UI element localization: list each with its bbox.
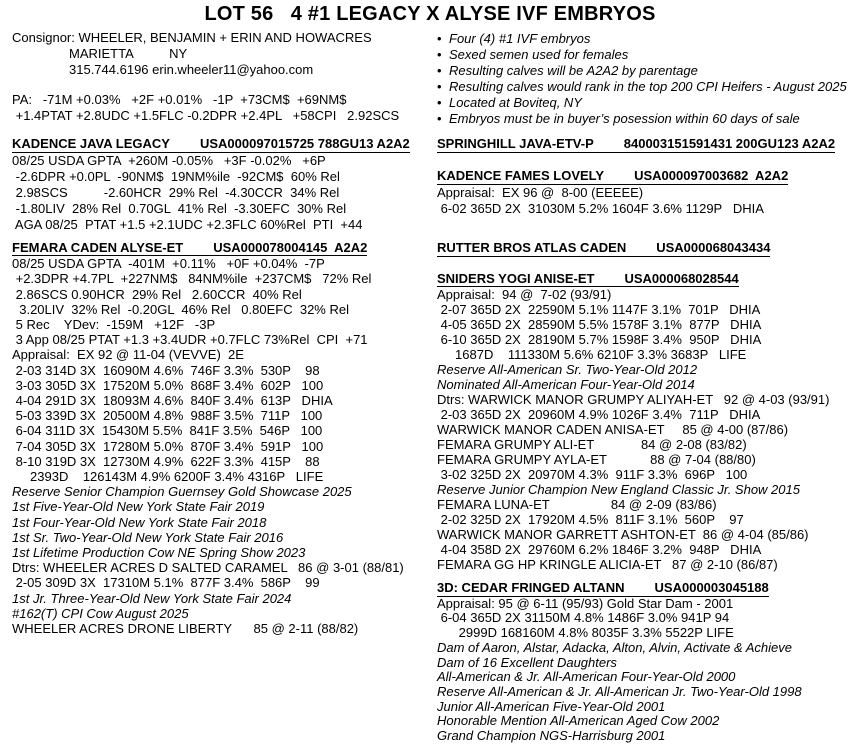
award-line: 1st Lifetime Production Cow NE Spring Show 2023 (12, 545, 306, 561)
gpta-line: 08/25 USDA GPTA +260M -0.05% +3F -0.02% +6P (12, 153, 326, 168)
note-text: Sexed semen used for females (449, 47, 629, 62)
award-line: #162(T) CPI Cow August 2025 (12, 605, 189, 621)
pa-line: PA: -71M +0.03% +2F +0.01% -1P +73CM$ +69NM$ (12, 92, 347, 107)
note-text: Four (4) #1 IVF embryos (449, 31, 591, 46)
lactation-record: 2-03 365D 2X 20960M 4.9% 1026F 3.4% 711P DHIA (437, 407, 761, 422)
note-item (437, 111, 847, 127)
award-line: 1st Jr. Three-Year-Old New York State Fair 2024 (12, 590, 292, 606)
gpta-line: -1.80LIV 28% Rel 0.70GL 41% Rel -3.30EFC 30% Rel (12, 201, 347, 216)
appraisal-line: Appraisal: EX 92 @ 11-04 (VEVVE) 2E (12, 347, 244, 363)
lactation-record: 3-02 325D 2X 20970M 4.3% 911F 3.3% 696P 100 (437, 467, 748, 482)
sire-of-dam-section (437, 136, 835, 153)
second-dam-section (437, 271, 829, 572)
animal-reg: 840003151591431 200GU123 A2A2 (623, 136, 836, 151)
award-line: Dam of Aaron, Alstar, Adacka, Alton, Alvin, Activate & Achieve (437, 639, 793, 655)
consignor-city-state: MARIETTA NY (69, 46, 188, 61)
animal-name: SPRINGHILL JAVA-ETV-P (437, 136, 594, 151)
lactation-record: 6-10 365D 2X 28190M 5.7% 1598F 3.4% 950P DHIA (437, 332, 762, 347)
gpta-line: 08/25 USDA GPTA -401M +0.11% +0F +0.04% -7P (12, 256, 325, 272)
daughter-line: FEMARA GG HP KRINGLE ALICIA-ET 87 @ 2-10 (86/87) (437, 557, 778, 572)
animal-header (12, 136, 410, 153)
sire-section (12, 136, 410, 233)
animal-header (12, 240, 367, 256)
gpta-line: 3.20LIV 32% Rel -0.20GL 46% Rel 0.80EFC 32% Rel (12, 301, 349, 317)
award-line: Reserve All-American & Jr. All-American Jr. Two-Year-Old 1998 (437, 683, 802, 699)
appraisal-line: Appraisal: 95 @ 6-11 (95/93) Gold Star Dam - 2001 (437, 595, 734, 611)
daughter-line: WARWICK MANOR CADEN ANISA-ET 85 @ 4-00 (87/86) (437, 422, 789, 437)
third-dam-section (437, 581, 802, 744)
animal-reg: USA000097015725 788GU13 A2A2 (199, 136, 410, 151)
animal-name: KADENCE FAMES LOVELY (437, 168, 605, 183)
animal-header (437, 240, 770, 257)
award-line: Reserve All-American Sr. Two-Year-Old 2012 (437, 362, 698, 377)
award-line: Honorable Mention All-American Aged Cow 2002 (437, 713, 720, 729)
award-line: 1st Sr. Two-Year-Old New York State Fair 2016 (12, 529, 284, 545)
lactation-record: 2-02 325D 2X 17920M 4.5% 811F 3.1% 560P 97 (437, 512, 744, 527)
award-line: Reserve Junior Champion New England Classic Jr. Show 2015 (437, 482, 800, 497)
lifetime-record: 2393D 126143M 4.9% 6200F 3.4% 4316P LIFE (12, 469, 324, 485)
gpta-line: -2.6DPR +0.0PL -90NM$ 19NM%ile -92CM$ 60% Rel (12, 169, 340, 184)
daughter-line: WARWICK MANOR GARRETT ASHTON-ET 86 @ 4-04 (85/86) (437, 527, 809, 542)
bullet-icon: • (437, 63, 442, 78)
animal-reg: USA000068043434 (656, 240, 771, 255)
note-item (437, 47, 847, 63)
lactation-record: 6-04 365D 2X 31150M 4.8% 1486F 3.0% 941P 94 (437, 610, 730, 626)
lactation-record: 4-05 365D 2X 28590M 5.5% 1578F 3.1% 877P DHIA (437, 317, 762, 332)
lactation-record: 7-04 305D 3X 17280M 5.0% 870F 3.4% 591P 100 (12, 438, 324, 454)
animal-name: 3D: CEDAR FRINGED ALTANN (437, 580, 625, 595)
gpta-line: 2.98SCS -2.60HCR 29% Rel -4.30CCR 34% Rel (12, 185, 340, 200)
note-text: Resulting calves will be A2A2 by parentage (449, 63, 698, 78)
animal-reg: USA000003045188 (654, 580, 769, 595)
consignor-line: Consignor: WHEELER, BENJAMIN + ERIN AND HOWACRES (12, 30, 372, 45)
gpta-line: 5 Rec YDev: -159M +12F -3P (12, 317, 216, 333)
appraisal-line: Appraisal: EX 96 @ 8-00 (EEEEE) (437, 185, 644, 200)
lot-title: LOT 56 4 #1 LEGACY X ALYSE IVF EMBRYOS (204, 3, 656, 25)
lactation-record: 6-02 365D 2X 31030M 5.2% 1604F 3.6% 1129P DHIA (437, 201, 764, 216)
gpta-line: +2.3DPR +4.7PL +227NM$ 84NM%ile +237CM$ 72% Rel (12, 271, 372, 287)
award-line: Reserve Senior Champion Guernsey Gold Showcase 2025 (12, 484, 352, 500)
award-line: Dam of 16 Excellent Daughters (437, 654, 617, 670)
award-line: Junior All-American Five-Year-Old 2001 (437, 698, 666, 714)
gpta-line: 3 App 08/25 PTAT +1.3 +3.4UDR +0.7FLC 73%Rel CPI +71 (12, 332, 368, 348)
award-line: All-American & Jr. All-American Four-Year-Old 2000 (437, 669, 736, 685)
note-item (437, 79, 847, 95)
lactation-record: 4-04 291D 3X 18093M 4.6% 840F 3.4% 613P DHIA (12, 393, 333, 409)
maternal-granddam-section (437, 168, 788, 217)
lifetime-record: 2999D 168160M 4.8% 8035F 3.3% 5522P LIFE (437, 625, 734, 641)
animal-header (437, 168, 788, 185)
bullet-icon: • (437, 95, 442, 110)
animal-name: KADENCE JAVA LEGACY (12, 136, 170, 151)
dam-section (12, 240, 404, 636)
daughter-line: FEMARA GRUMPY AYLA-ET 88 @ 7-04 (88/80) (437, 452, 756, 467)
bullet-icon: • (437, 47, 442, 62)
gpta-line: AGA 08/25 PTAT +1.5 +2.1UDC +2.3FLC 60%Rel PTI +44 (12, 217, 363, 232)
lifetime-record: 1687D 111330M 5.6% 6210F 3.3% 3683P LIFE (437, 347, 747, 362)
sale-notes (437, 31, 847, 127)
award-line: Grand Champion NGS-Harrisburg 2001 (437, 728, 666, 744)
consignor-contact: 315.744.6196 erin.wheeler11@yahoo.com (69, 62, 314, 77)
lactation-record: 5-03 339D 3X 20500M 4.8% 988F 3.5% 711P 100 (12, 408, 323, 424)
lactation-record: 8-10 319D 3X 12730M 4.9% 622F 3.3% 415P 88 (12, 453, 320, 469)
lactation-record: 4-04 358D 2X 29760M 6.2% 1846F 3.2% 948P DHIA (437, 542, 762, 557)
lactation-record: 2-07 365D 2X 22590M 5.1% 1147F 3.1% 701P DHIA (437, 302, 761, 317)
gpta-line: 2.86SCS 0.90HCR 29% Rel 2.60CCR 40% Rel (12, 286, 302, 302)
daughter-line: Dtrs: WHEELER ACRES D SALTED CARAMEL 86 @ 3-01 (88/81) (12, 560, 404, 576)
note-text: Located at Boviteq, NY (449, 95, 582, 110)
pa-line: +1.4PTAT +2.8UDC +1.5FLC -0.2DPR +2.4PL +58CPI 2.92SCS (12, 108, 400, 123)
lactation-record: 3-03 305D 3X 17520M 5.0% 868F 3.4% 602P 100 (12, 377, 324, 393)
lactation-record: 2-03 314D 3X 16090M 4.6% 746F 3.3% 530P 98 (12, 362, 320, 378)
note-item (437, 95, 847, 111)
daughter-line: FEMARA GRUMPY ALI-ET 84 @ 2-08 (83/82) (437, 437, 747, 452)
animal-header (437, 136, 835, 153)
appraisal-line: Appraisal: 94 @ 7-02 (93/91) (437, 287, 612, 302)
note-item (437, 63, 847, 79)
lactation-record: 2-05 309D 3X 17310M 5.1% 877F 3.4% 586P 99 (12, 575, 320, 591)
daughter-line: FEMARA LUNA-ET 84 @ 2-09 (83/86) (437, 497, 717, 512)
note-text: Embryos must be in buyer’s posession within 60 days of sale (449, 111, 800, 126)
award-line: Nominated All-American Four-Year-Old 2014 (437, 377, 695, 392)
animal-name: SNIDERS YOGI ANISE-ET (437, 271, 595, 286)
animal-reg: USA000078004145 A2A2 (213, 240, 368, 255)
granddam-sire-section (437, 240, 770, 257)
animal-reg: USA000068028544 (624, 271, 739, 286)
note-item (437, 31, 847, 47)
award-line: 1st Four-Year-Old New York State Fair 2018 (12, 514, 267, 530)
animal-name: FEMARA CADEN ALYSE-ET (12, 240, 184, 255)
animal-header (437, 581, 769, 597)
lactation-record: 6-04 311D 3X 15430M 5.5% 841F 3.5% 546P 100 (12, 423, 323, 439)
bullet-icon: • (437, 111, 442, 126)
animal-name: RUTTER BROS ATLAS CADEN (437, 240, 627, 255)
animal-header (437, 271, 739, 287)
bullet-icon: • (437, 79, 442, 94)
parent-average-block (12, 92, 399, 124)
daughter-line: Dtrs: WARWICK MANOR GRUMPY ALIYAH-ET 92 @ 4-03 (93/91) (437, 392, 830, 407)
note-text: Resulting calves would rank in the top 200 CPI Heifers - August 2025 (449, 79, 847, 94)
bullet-icon: • (437, 31, 442, 46)
daughter-line: WHEELER ACRES DRONE LIBERTY 85 @ 2-11 (88/82) (12, 621, 359, 637)
animal-reg: USA000097003682 A2A2 (634, 168, 789, 183)
award-line: 1st Five-Year-Old New York State Fair 2019 (12, 499, 265, 515)
consignor-block (12, 30, 372, 78)
